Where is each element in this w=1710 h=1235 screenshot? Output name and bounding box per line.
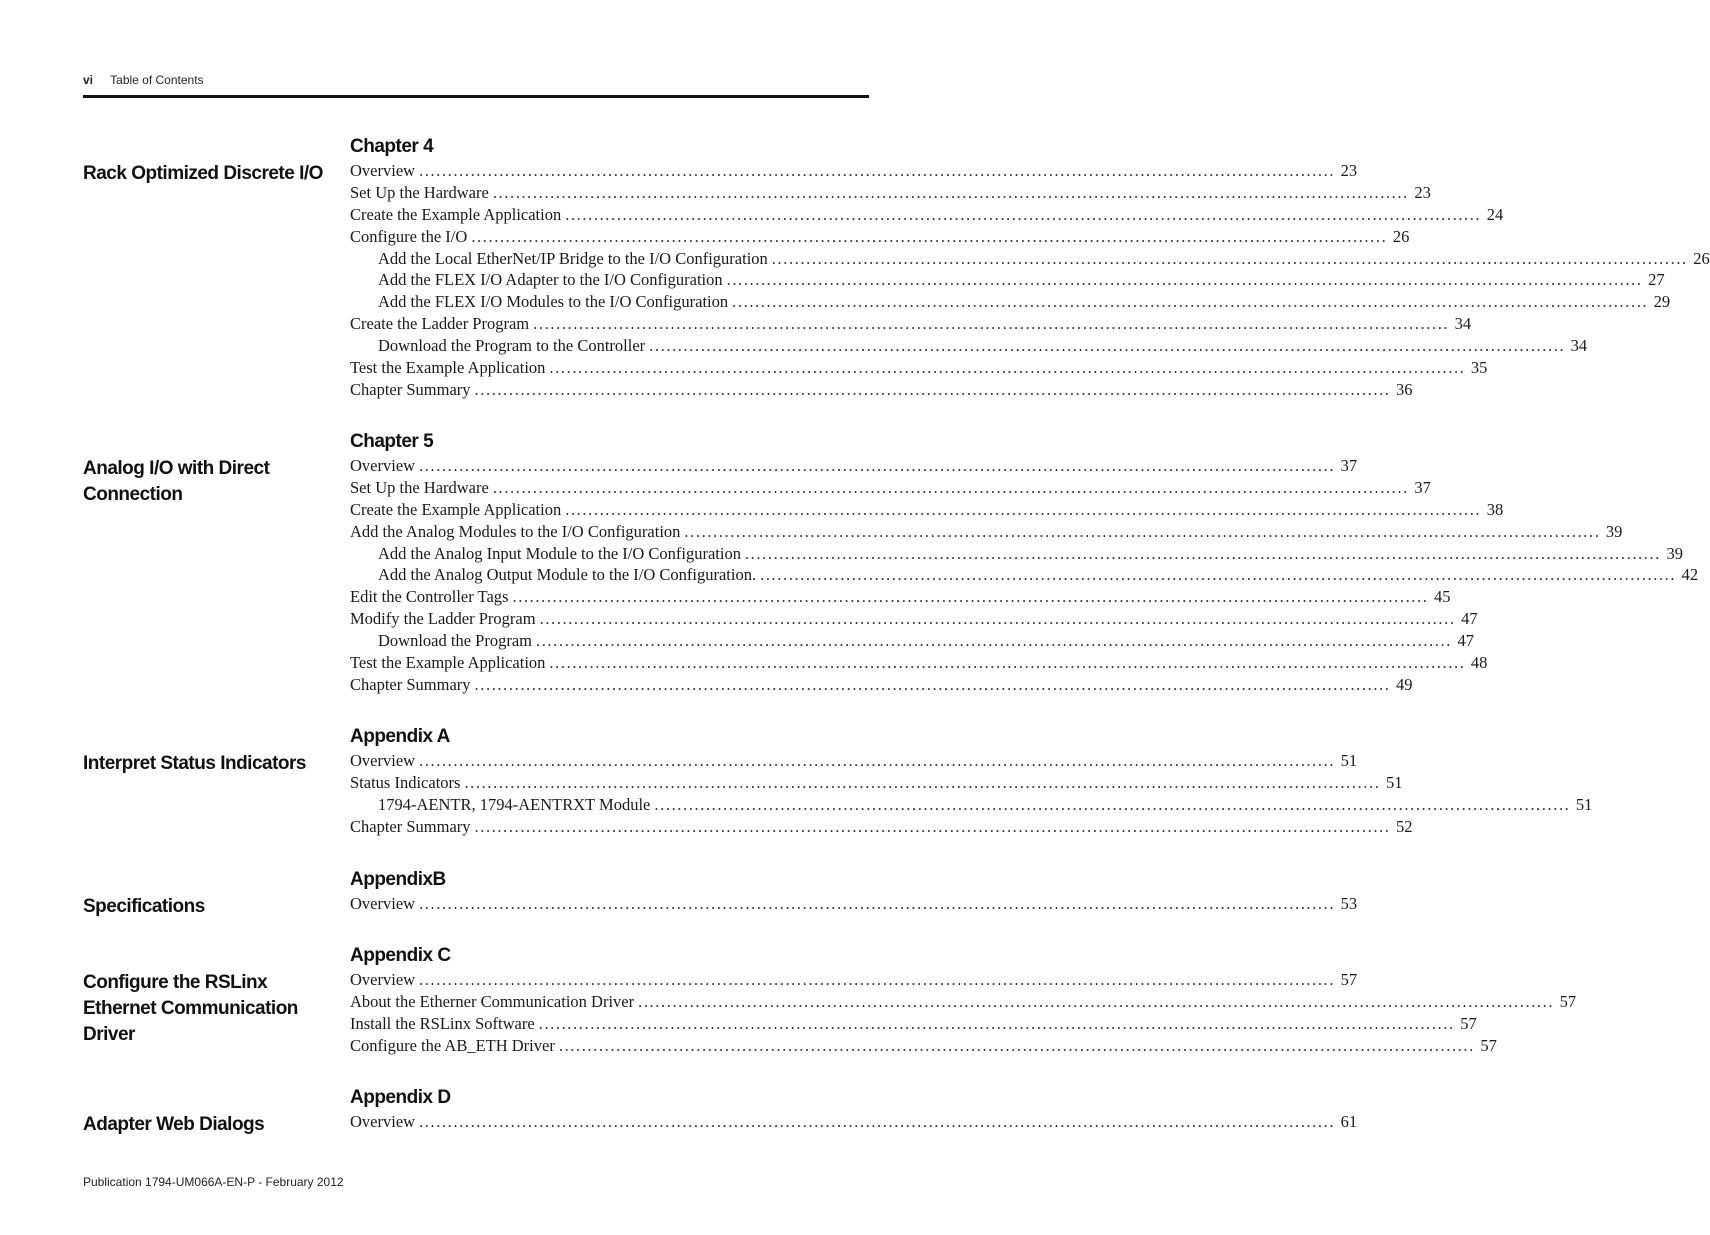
toc-entry[interactable] bbox=[350, 336, 1588, 358]
toc-entry[interactable] bbox=[350, 565, 1699, 587]
toc-entry-text: Add the Analog Modules to the I/O Configuration bbox=[350, 521, 681, 541]
toc-entry[interactable] bbox=[350, 521, 1623, 544]
toc-entry-text: Chapter Summary bbox=[350, 674, 471, 694]
dot-leader: ................................................................................................................................................................ bbox=[744, 543, 1661, 563]
toc-entry[interactable] bbox=[350, 204, 1504, 227]
dot-leader: ................................................................................................................................................................ bbox=[539, 609, 1456, 629]
dot-leader: ................................................................................................................................................................ bbox=[471, 226, 1388, 246]
toc-entry-page: 51 bbox=[1340, 751, 1358, 770]
toc-entry-text: Overview bbox=[350, 970, 416, 989]
toc-entry-page: 34 bbox=[1454, 314, 1472, 334]
dot-leader: ................................................................................................................................................................ bbox=[760, 565, 1677, 585]
toc-entry-page: 51 bbox=[1575, 794, 1593, 814]
section-label: AppendixB bbox=[350, 869, 446, 890]
toc-entry-page: 26 bbox=[1693, 248, 1710, 268]
dot-leader: ................................................................................................................................................................ bbox=[726, 270, 1643, 290]
toc-entry[interactable] bbox=[350, 794, 1593, 817]
toc-entry-page: 23 bbox=[1414, 182, 1431, 202]
toc-entry-list bbox=[350, 1112, 1358, 1134]
toc-entry-list bbox=[350, 894, 1358, 916]
toc-entry[interactable] bbox=[350, 1035, 1497, 1058]
dot-leader: ................................................................................................................................................................ bbox=[474, 379, 1391, 399]
toc-entry-text: Create the Ladder Program bbox=[350, 314, 530, 334]
toc-entry-page: 48 bbox=[1470, 653, 1488, 673]
toc-entry-text: Install the RSLinx Software bbox=[350, 1013, 535, 1033]
dot-leader: ................................................................................................................................................................ bbox=[419, 970, 1336, 989]
toc-entry-page: 39 bbox=[1605, 521, 1623, 541]
dot-leader: ................................................................................................................................................................ bbox=[638, 991, 1555, 1011]
dot-leader: ................................................................................................................................................................ bbox=[549, 653, 1466, 673]
toc-entry[interactable] bbox=[350, 314, 1472, 336]
toc-entry-text: Chapter Summary bbox=[350, 379, 471, 399]
toc-entry-text: Test the Example Application bbox=[350, 653, 546, 673]
toc-entry-page: 51 bbox=[1385, 772, 1403, 792]
toc-entry-text: Overview bbox=[350, 894, 416, 913]
toc-entry[interactable] bbox=[350, 751, 1358, 773]
toc-entry-text: Configure the I/O bbox=[350, 226, 468, 246]
dot-leader: ................................................................................................................................................................ bbox=[771, 248, 1688, 268]
dot-leader: ................................................................................................................................................................ bbox=[535, 631, 1452, 651]
toc-entry[interactable] bbox=[350, 499, 1504, 522]
toc-entry-page: 42 bbox=[1681, 565, 1699, 585]
toc-entry-page: 27 bbox=[1648, 270, 1665, 290]
dot-leader: ................................................................................................................................................................ bbox=[419, 894, 1336, 913]
section-title[interactable]: Adapter Web Dialogs bbox=[83, 1114, 265, 1135]
toc-entry[interactable] bbox=[350, 358, 1488, 380]
toc-entry-page: 57 bbox=[1559, 991, 1577, 1011]
toc-entry[interactable] bbox=[350, 182, 1431, 205]
dot-leader: ................................................................................................................................................................ bbox=[565, 204, 1482, 224]
toc-entry-text: Edit the Controller Tags bbox=[350, 587, 509, 607]
toc-entry[interactable] bbox=[350, 772, 1403, 795]
section-title[interactable]: Rack Optimized Discrete I/O bbox=[83, 163, 323, 184]
toc-entry-page: 53 bbox=[1340, 894, 1358, 913]
toc-entry-page: 52 bbox=[1396, 816, 1413, 836]
dot-leader: ................................................................................................................................................................ bbox=[684, 521, 1601, 541]
dot-leader: ................................................................................................................................................................ bbox=[419, 1112, 1336, 1131]
toc-entry-list bbox=[350, 456, 1699, 697]
toc-entry-page: 47 bbox=[1461, 609, 1478, 629]
toc-entry-page: 26 bbox=[1392, 226, 1410, 246]
section-title[interactable]: Specifications bbox=[83, 896, 205, 917]
toc-entry-text: Test the Example Application bbox=[350, 358, 546, 378]
toc-entry-text: About the Etherner Communication Driver bbox=[350, 991, 635, 1011]
section-title[interactable]: Analog I/O with Direct Connection bbox=[83, 458, 270, 505]
running-header-title: Table of Contents bbox=[110, 73, 204, 87]
dot-leader: ................................................................................................................................................................ bbox=[512, 587, 1429, 607]
toc-entry-text: Download the Program to the Controller bbox=[378, 336, 646, 356]
toc-entry-text: Add the Local EtherNet/IP Bridge to the I/O Configuration bbox=[378, 248, 768, 268]
header-rule bbox=[83, 95, 869, 98]
toc-entry[interactable] bbox=[350, 631, 1474, 653]
toc-entry-text: Add the Analog Output Module to the I/O Configuration. bbox=[378, 565, 757, 585]
toc-entry[interactable] bbox=[350, 587, 1451, 609]
dot-leader: ................................................................................................................................................................ bbox=[565, 499, 1482, 519]
toc-entry[interactable] bbox=[350, 292, 1671, 314]
dot-leader: ................................................................................................................................................................ bbox=[492, 182, 1409, 202]
toc-entry-page: 38 bbox=[1486, 499, 1504, 519]
toc-entry-page: 39 bbox=[1666, 543, 1683, 563]
section-label: Appendix C bbox=[350, 945, 451, 966]
toc-entry[interactable] bbox=[350, 1013, 1477, 1036]
toc-entry-text: Download the Program bbox=[378, 631, 532, 651]
toc-entry-page: 34 bbox=[1570, 336, 1588, 356]
toc-entry[interactable] bbox=[350, 543, 1683, 566]
page-number: vi bbox=[83, 73, 94, 87]
dot-leader: ................................................................................................................................................................ bbox=[654, 794, 1571, 814]
toc-entry-text: Create the Example Application bbox=[350, 499, 562, 519]
toc-entry[interactable] bbox=[350, 894, 1358, 916]
toc-entry-text: Overview bbox=[350, 161, 416, 180]
toc-entry[interactable] bbox=[350, 1112, 1358, 1134]
toc-entry[interactable] bbox=[350, 379, 1413, 402]
toc-entry-page: 35 bbox=[1470, 358, 1488, 378]
toc-entry-text: 1794-AENTR, 1794-AENTRXT Module bbox=[378, 794, 651, 814]
dot-leader: ................................................................................................................................................................ bbox=[464, 772, 1381, 792]
toc-entry[interactable] bbox=[350, 161, 1358, 183]
toc-entry[interactable] bbox=[350, 991, 1577, 1014]
toc-entry[interactable] bbox=[350, 477, 1431, 500]
toc-entry-text: Add the Analog Input Module to the I/O Configuration bbox=[378, 543, 741, 563]
toc-entry-page: 49 bbox=[1396, 674, 1413, 694]
toc-entry[interactable] bbox=[350, 653, 1488, 675]
section-title[interactable]: Configure the RSLinx Ethernet Communication Driver bbox=[83, 972, 298, 1045]
dot-leader: ................................................................................................................................................................ bbox=[732, 292, 1649, 312]
toc-entry[interactable] bbox=[350, 970, 1358, 992]
section-label: Chapter 4 bbox=[350, 136, 434, 157]
dot-leader: ................................................................................................................................................................ bbox=[419, 456, 1336, 475]
dot-leader: ................................................................................................................................................................ bbox=[474, 816, 1391, 836]
toc-entry-text: Overview bbox=[350, 751, 416, 770]
toc-entry-list bbox=[350, 161, 1710, 402]
toc-entry[interactable] bbox=[350, 270, 1665, 292]
toc-entry-text: Configure the AB_ETH Driver bbox=[350, 1035, 555, 1055]
toc-entry[interactable] bbox=[350, 248, 1710, 271]
toc-entry-list bbox=[350, 970, 1577, 1058]
dot-leader: ................................................................................................................................................................ bbox=[419, 161, 1336, 180]
section-label: Chapter 5 bbox=[350, 431, 434, 452]
toc-entry-text: Overview bbox=[350, 1112, 416, 1131]
dot-leader: ................................................................................................................................................................ bbox=[419, 751, 1336, 770]
section-title[interactable]: Interpret Status Indicators bbox=[83, 753, 306, 774]
toc-entry-text: Status Indicators bbox=[350, 772, 461, 792]
toc-entry-page: 57 bbox=[1460, 1013, 1477, 1033]
toc-entry[interactable] bbox=[350, 226, 1410, 249]
toc-entry-text: Set Up the Hardware bbox=[350, 182, 489, 202]
toc-entry-text: Overview bbox=[350, 456, 416, 475]
toc-entry-page: 61 bbox=[1340, 1112, 1358, 1131]
dot-leader: ................................................................................................................................................................ bbox=[649, 336, 1566, 356]
toc-entry-text: Chapter Summary bbox=[350, 816, 471, 836]
toc-entry-text: Modify the Ladder Program bbox=[350, 609, 536, 629]
toc-entry-text: Add the FLEX I/O Adapter to the I/O Configuration bbox=[378, 270, 723, 290]
publication-footer: Publication 1794-UM066A-EN-P - February 2012 bbox=[83, 1175, 344, 1189]
dot-leader: ................................................................................................................................................................ bbox=[538, 1013, 1455, 1033]
toc-entry-text: Create the Example Application bbox=[350, 204, 562, 224]
toc-entry-list bbox=[350, 751, 1593, 839]
dot-leader: ................................................................................................................................................................ bbox=[533, 314, 1450, 334]
toc-entry-page: 37 bbox=[1414, 477, 1431, 497]
toc-entry-text: Set Up the Hardware bbox=[350, 477, 489, 497]
section-label: Appendix A bbox=[350, 726, 450, 747]
dot-leader: ................................................................................................................................................................ bbox=[558, 1035, 1475, 1055]
toc-entry-page: 57 bbox=[1340, 970, 1358, 989]
toc-entry-page: 45 bbox=[1433, 587, 1451, 607]
section-label: Appendix D bbox=[350, 1087, 451, 1108]
toc-entry[interactable] bbox=[350, 816, 1413, 839]
toc-entry-page: 47 bbox=[1457, 631, 1474, 651]
dot-leader: ................................................................................................................................................................ bbox=[549, 358, 1466, 378]
toc-entry[interactable] bbox=[350, 674, 1413, 697]
toc-entry[interactable] bbox=[350, 609, 1478, 631]
toc-entry-page: 57 bbox=[1480, 1035, 1497, 1055]
toc-entry-page: 37 bbox=[1340, 456, 1358, 475]
dot-leader: ................................................................................................................................................................ bbox=[474, 674, 1391, 694]
toc-entry-page: 36 bbox=[1396, 379, 1413, 399]
running-header bbox=[83, 73, 204, 87]
dot-leader: ................................................................................................................................................................ bbox=[492, 477, 1409, 497]
toc-entry-page: 23 bbox=[1340, 161, 1358, 180]
toc-entry-text: Add the FLEX I/O Modules to the I/O Configuration bbox=[378, 292, 729, 312]
toc-entry-page: 24 bbox=[1486, 204, 1504, 224]
toc-entry-page: 29 bbox=[1653, 292, 1671, 312]
toc-entry[interactable] bbox=[350, 456, 1358, 478]
